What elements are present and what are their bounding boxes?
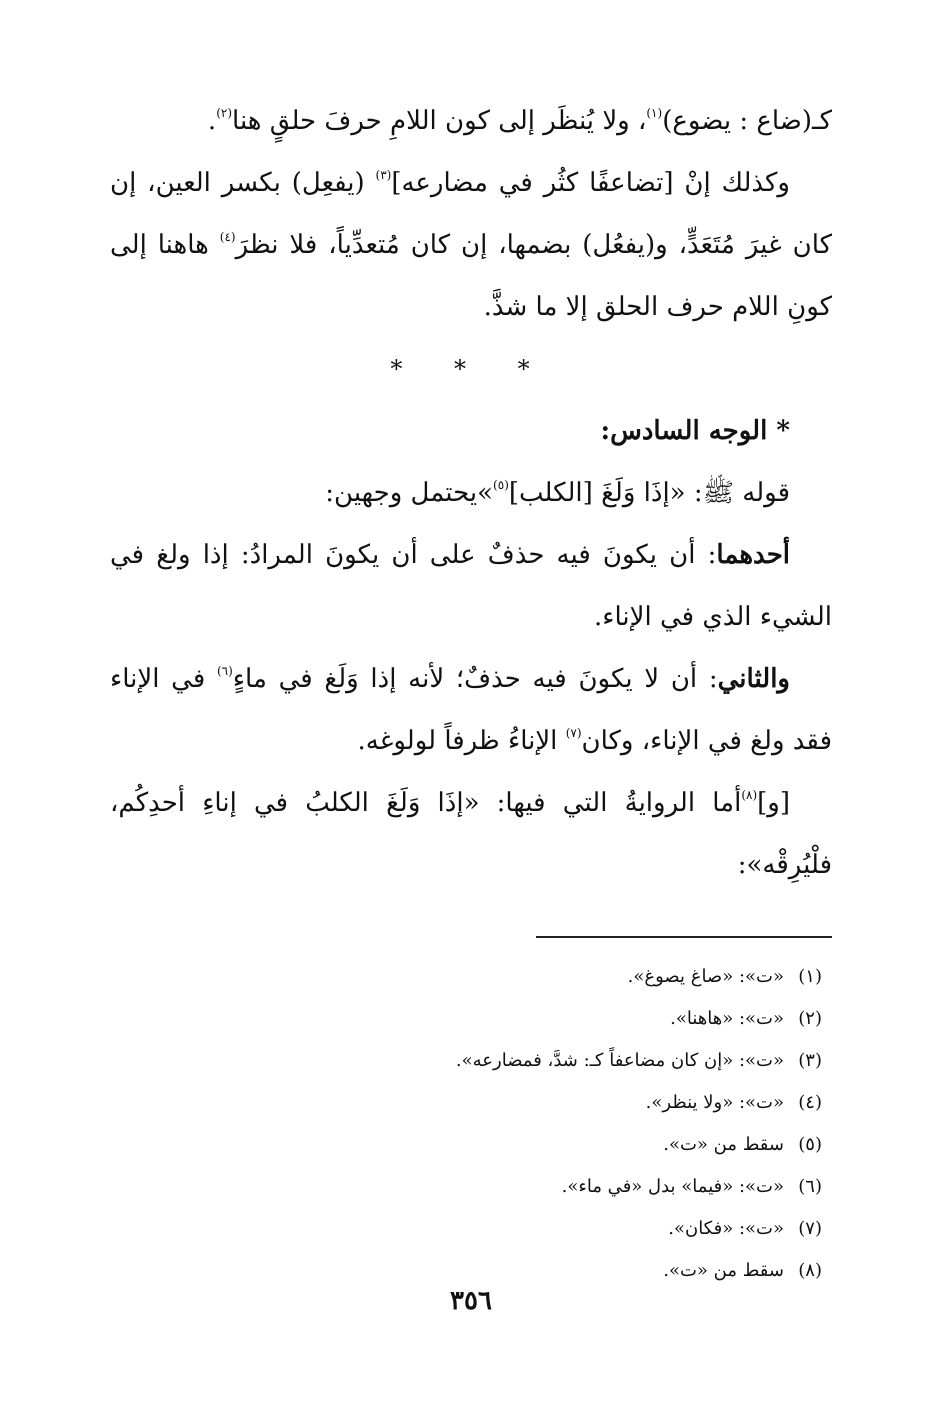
paragraph-1 bbox=[110, 90, 832, 152]
section-separator: * * * bbox=[390, 355, 552, 383]
footnote-number: (٢) bbox=[798, 1008, 822, 1029]
footnote-number: (٨) bbox=[798, 1260, 822, 1281]
page-number: ٣٥٦ bbox=[450, 1286, 492, 1316]
footnote-item bbox=[110, 1166, 832, 1208]
text-run: وكذلك إنْ [تضاعفًا كثُر في مضارعه] bbox=[391, 168, 790, 198]
text-run: قوله ﷺ: «إذَا وَلَغَ [الكلب] bbox=[508, 478, 790, 508]
text-run: : أن يكونَ فيه حذفٌ على أن يكونَ المرادُ: إذا ولغ في الشيء الذي في الإناء. bbox=[110, 540, 832, 632]
text-run: ، ولا يُنظَر إلى كون اللامِ حرفَ حلقٍ هنا bbox=[232, 106, 647, 136]
text-run: أما الروايةُ التي فيها: «إذَا وَلَغَ الكلبُ في إناءِ أحدِكُم، فلْيُرِقْه»: bbox=[110, 788, 832, 880]
footnote-number: (١) bbox=[798, 966, 822, 987]
text-run: . bbox=[207, 106, 217, 136]
text-run: : أن لا يكونَ فيه حذفٌ؛ لأنه إذا وَلَغ في ماءٍ bbox=[232, 664, 718, 694]
heading-star-icon: * bbox=[776, 416, 790, 446]
section-heading bbox=[110, 400, 832, 462]
footnote-ref-1[interactable]: (١) bbox=[646, 106, 663, 120]
footnote-text: سقط من «ت». bbox=[663, 1260, 784, 1281]
heading-text: الوجه السادس: bbox=[600, 416, 777, 446]
footnote-text: «ت»: «فكان». bbox=[668, 1218, 784, 1239]
footnote-number: (٦) bbox=[798, 1176, 822, 1197]
text-run: (يفعِل) بكسر العين، إن كان غيرَ مُتَعَدٍّ، و(يفعُل) بضمها، إن كان مُتعدِّياً، فلا نظرَ bbox=[110, 168, 832, 260]
footnote-item bbox=[110, 1082, 832, 1124]
footnotes-list bbox=[110, 956, 832, 1292]
footnote-number: (٥) bbox=[798, 1134, 822, 1155]
lead-word: أحدهما bbox=[716, 540, 790, 570]
footnote-ref-5[interactable]: (٥) bbox=[493, 478, 509, 492]
footnote-divider bbox=[536, 936, 832, 938]
text-run: في الإناء فقد ولغ في الإناء، وكان bbox=[110, 664, 832, 756]
footnote-number: (٣) bbox=[798, 1050, 822, 1071]
footnote-text: «ت»: «صاغ يصوغ». bbox=[627, 966, 784, 987]
footnote-item bbox=[110, 1124, 832, 1166]
footnote-ref-4[interactable]: (٤) bbox=[219, 230, 236, 244]
paragraph-5 bbox=[110, 648, 832, 772]
footnote-ref-7[interactable]: (٧) bbox=[565, 726, 582, 740]
paragraph-6 bbox=[110, 772, 832, 896]
footnote-item bbox=[110, 1040, 832, 1082]
footnote-ref-8[interactable]: (٨) bbox=[741, 788, 758, 802]
text-run: الإناءُ ظرفاً لولوغه. bbox=[357, 726, 566, 756]
text-run: »يحتمل وجهين: bbox=[325, 478, 494, 508]
main-text bbox=[110, 90, 832, 896]
footnote-text: «ت»: «إن كان مضاعفاً كـ: شدَّ، فمضارعه». bbox=[455, 1050, 784, 1071]
footnote-item bbox=[110, 998, 832, 1040]
paragraph-2 bbox=[110, 152, 832, 338]
lead-word: والثاني bbox=[717, 664, 790, 694]
footnote-ref-3[interactable]: (٣) bbox=[375, 168, 392, 182]
text-run: هاهنا إلى كونِ اللام حرف الحلق إلا ما شذَّ. bbox=[110, 230, 832, 322]
text-run: [و] bbox=[757, 788, 790, 818]
footnote-item bbox=[110, 1208, 832, 1250]
footnote-number: (٧) bbox=[798, 1218, 822, 1239]
paragraph-3 bbox=[110, 462, 832, 524]
footnote-ref-2[interactable]: (٢) bbox=[216, 106, 233, 120]
footnote-text: «ت»: «ولا ينظر». bbox=[645, 1092, 784, 1113]
footnote-item bbox=[110, 956, 832, 998]
text-run: كـ(ضاع : يضوع) bbox=[662, 106, 832, 136]
footnote-text: «ت»: «هاهنا». bbox=[670, 1008, 784, 1029]
book-page bbox=[110, 90, 832, 1370]
footnote-text: سقط من «ت». bbox=[663, 1134, 784, 1155]
paragraph-4 bbox=[110, 524, 832, 648]
footnote-number: (٤) bbox=[798, 1092, 822, 1113]
footnote-text: «ت»: «فيما» بدل «في ماء». bbox=[561, 1176, 784, 1197]
footnote-ref-6[interactable]: (٦) bbox=[216, 664, 233, 678]
